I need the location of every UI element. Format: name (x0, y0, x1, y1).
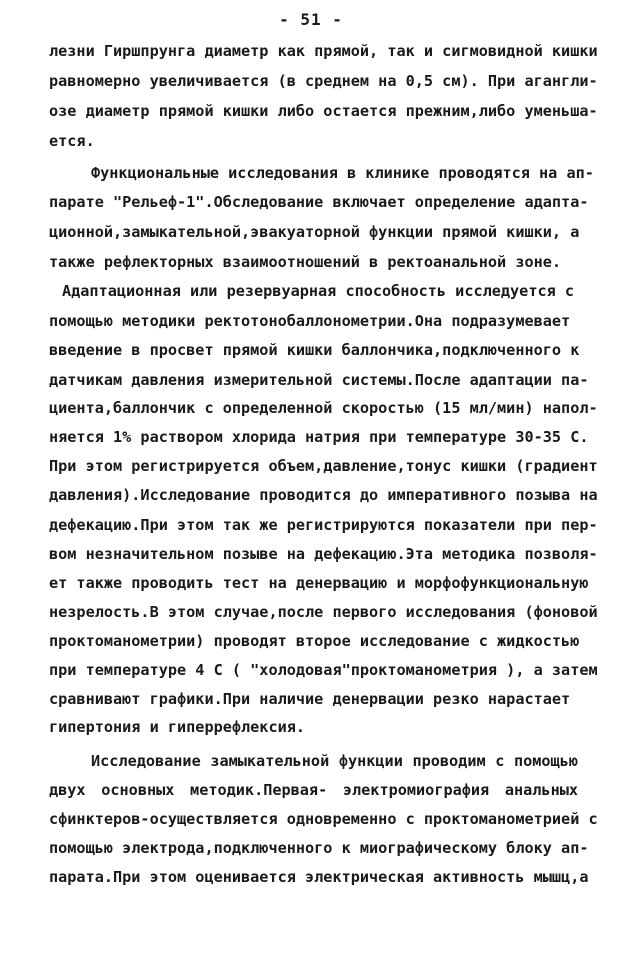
text-line: незрелость.В этом случае,после первого исследования (фоновой (49, 603, 598, 621)
text-line: ет также проводить тест на денервацию и морфофункциональную (49, 574, 589, 592)
text-line: помощью методики ректотонобаллонометрии.Она подразумевает (49, 312, 571, 330)
text-line: При этом регистрируется объем,давление,тонус кишки (градиент (49, 457, 598, 475)
text-line: парата.При этом оценивается электрическая активность мышц,а (49, 868, 589, 886)
text-line: введение в просвет прямой кишки баллончика,подключенного к (49, 341, 580, 359)
text-line: сравнивают графики.При наличие денервации резко нарастает (49, 690, 571, 708)
text-line: при температуре 4 С ( "холодовая"проктоманометрия ), а затем (49, 661, 598, 679)
text-line: помощью электрода,подключенного к миографическому блоку ап- (49, 839, 589, 857)
text-line: парате "Рельеф-1".Обследование включает определение адапта- (49, 193, 589, 211)
text-line: озе диаметр прямой кишки либо остается прежним,либо уменьша- (49, 102, 598, 120)
text-line: циента,баллончик с определенной скоростью (15 мл/мин) напол- (49, 399, 598, 417)
page-number: - 51 - (279, 10, 343, 29)
text-line: проктоманометрии) проводят второе исследование с жидкостью (49, 632, 580, 650)
text-line: лезни Гиршпрунга диаметр как прямой, так и сигмовидной кишки (49, 42, 598, 60)
text-line: дефекацию.При этом так же регистрируются показатели при пер- (49, 516, 598, 534)
text-line: двух основных методик.Первая- электромиография анальных (49, 781, 578, 799)
text-line: также рефлекторных взаимоотношений в ректоанальной зоне. (49, 253, 562, 271)
text-line: равномерно увеличивается (в среднем на 0,5 см). При агангли- (49, 72, 598, 90)
text-line: Исследование замыкательной функции проводим с помощью (91, 752, 578, 770)
text-line: ционной,замыкательной,эвакуаторной функции прямой кишки, а (49, 223, 580, 241)
text-line: датчикам давления измерительной системы.После адаптации па- (49, 371, 589, 389)
text-line: Функциональные исследования в клинике проводятся на ап- (91, 164, 594, 182)
text-line: Адаптационная или резервуарная способность исследуется с (62, 282, 575, 300)
text-line: давления).Исследование проводится до императивного позыва на (49, 486, 598, 504)
text-line: няется 1% раствором хлорида натрия при температуре 30-35 С. (49, 428, 589, 446)
text-line: сфинктеров-осуществляется одновременно с проктоманометрией с (49, 810, 598, 828)
text-line: вом незначительном позыве на дефекацию.Эта методика позволя- (49, 545, 598, 563)
text-line: ется. (49, 132, 95, 150)
text-line: гипертония и гиперрефлексия. (49, 718, 306, 736)
